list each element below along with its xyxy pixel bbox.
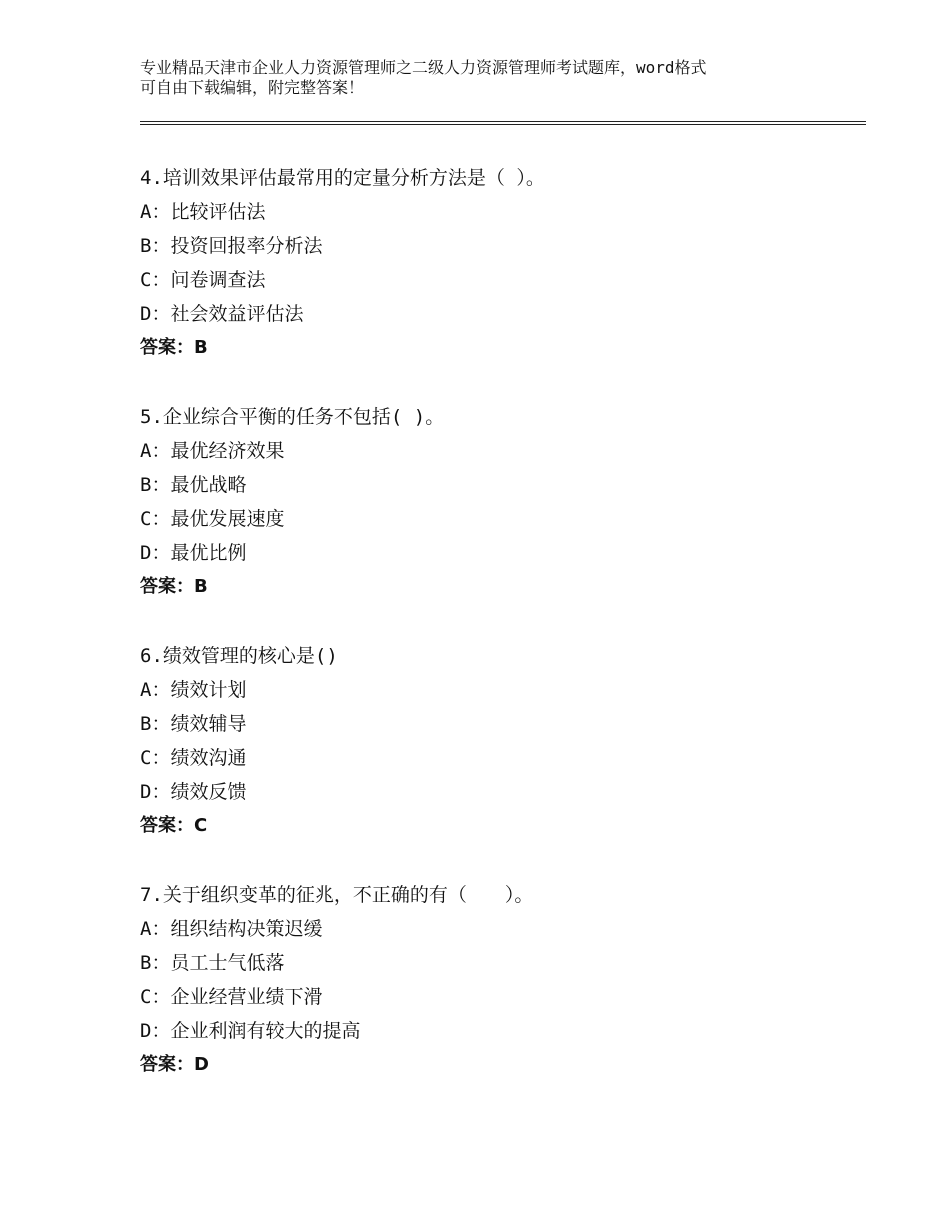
question-7 xyxy=(140,878,860,1082)
question-stem: 6.绩效管理的核心是() xyxy=(140,645,338,667)
header-line-1: 专业精品天津市企业人力资源管理师之二级人力资源管理师考试题库，word格式 xyxy=(140,58,707,77)
question-4 xyxy=(140,161,860,365)
option-d: D：社会效益评估法 xyxy=(140,303,304,325)
document-header xyxy=(140,58,830,98)
option-a: A：比较评估法 xyxy=(140,201,266,223)
option-c: C：最优发展速度 xyxy=(140,508,285,530)
question-stem: 4.培训效果评估最常用的定量分析方法是（ ）。 xyxy=(140,167,545,189)
question-stem: 7.关于组织变革的征兆，不正确的有（ ）。 xyxy=(140,884,534,906)
option-b: B：最优战略 xyxy=(140,474,247,496)
option-c: C：企业经营业绩下滑 xyxy=(140,986,323,1008)
answer: 答案：B xyxy=(140,576,208,597)
answer: 答案：C xyxy=(140,815,208,836)
answer: 答案：B xyxy=(140,337,208,358)
header-divider-bottom xyxy=(140,124,866,125)
question-5 xyxy=(140,400,860,604)
answer: 答案：D xyxy=(140,1054,209,1075)
option-d: D：最优比例 xyxy=(140,542,247,564)
option-a: A：组织结构决策迟缓 xyxy=(140,918,323,940)
option-b: B：投资回报率分析法 xyxy=(140,235,323,257)
question-6 xyxy=(140,639,860,843)
option-a: A：最优经济效果 xyxy=(140,440,285,462)
question-stem: 5.企业综合平衡的任务不包括( )。 xyxy=(140,406,445,428)
option-b: B：绩效辅导 xyxy=(140,713,247,735)
option-b: B：员工士气低落 xyxy=(140,952,285,974)
option-c: C：问卷调查法 xyxy=(140,269,266,291)
option-a: A：绩效计划 xyxy=(140,679,247,701)
option-d: D：绩效反馈 xyxy=(140,781,247,803)
option-c: C：绩效沟通 xyxy=(140,747,247,769)
header-line-2: 可自由下载编辑，附完整答案！ xyxy=(140,78,365,97)
header-divider-top xyxy=(140,121,866,122)
option-d: D：企业利润有较大的提高 xyxy=(140,1020,361,1042)
